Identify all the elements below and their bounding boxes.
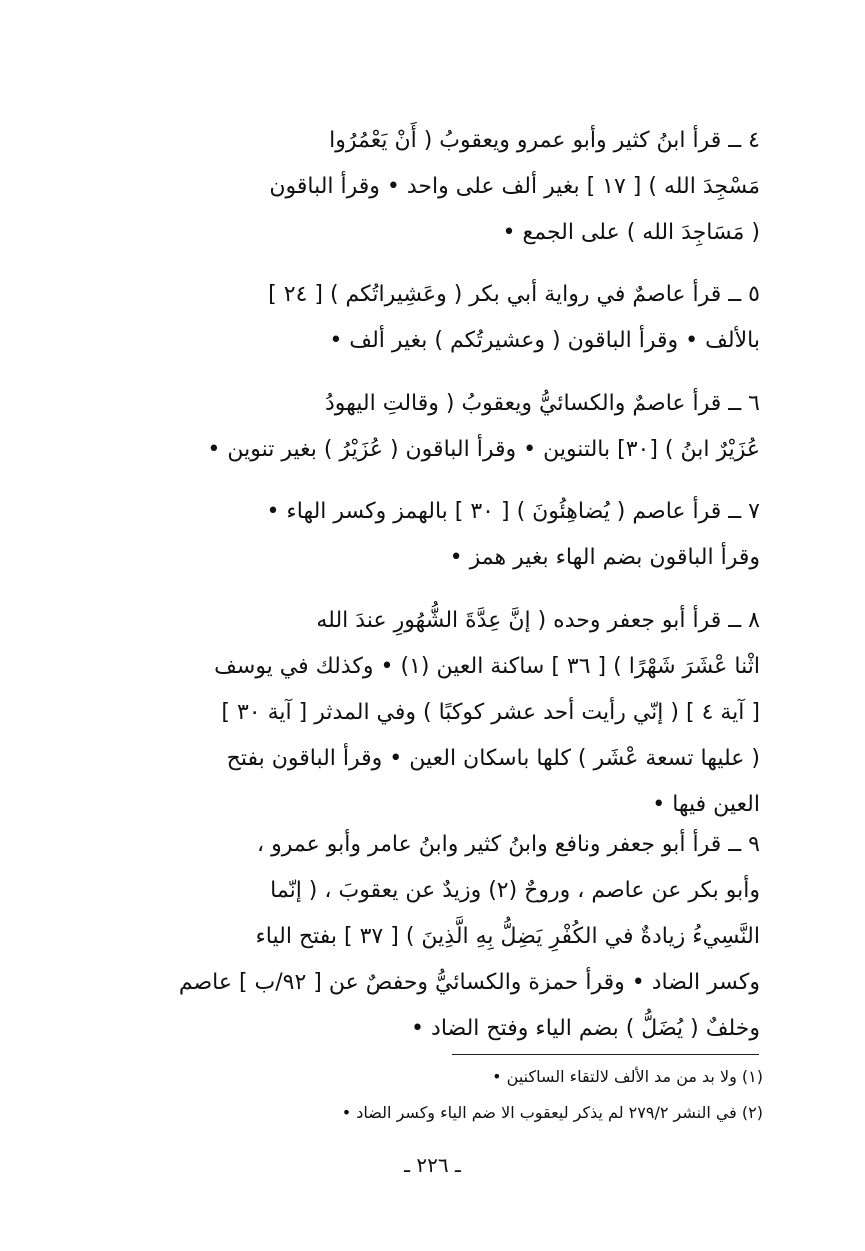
page-number: ـ ٢٢٦ ـ <box>404 1153 461 1177</box>
text-line: العين فيها • <box>652 792 760 817</box>
text-line: ٦ ــ قرأ عاصمٌ والكسائيُّ ويعقوبُ ( وقالتِ اليهودُ <box>324 391 760 416</box>
text-line: ٩ ــ قرأ أبو جعفر ونافع وابنُ كثير وابنُ عامر وأبو عمرو ، <box>257 832 760 857</box>
paragraph-4 <box>100 118 760 256</box>
text-line: [ آية ٤ ] ( إنّي رأيت أحد عشر كوكبًا ) وفي المدثر [ آية ٣٠ ] <box>221 700 760 725</box>
text-line: ( مَسَاجِدَ الله ) على الجمع • <box>502 220 760 245</box>
text-line: وكسر الضاد • وقرأ حمزة والكسائيُّ وحفصٌ عن [ ٩٢/ب ] عاصم <box>178 970 760 995</box>
text-line: ٥ ــ قرأ عاصمٌ في رواية أبي بكر ( وعَشِيراتُكم ) [ ٢٤ ] <box>268 282 760 307</box>
paragraph-6 <box>100 381 760 473</box>
text-line: وخلفٌ ( يُضَلُّ ) بضم الياء وفتح الضاد • <box>411 1016 760 1041</box>
text-line: ٨ ــ قرأ أبو جعفر وحده ( إنَّ عِدَّةَ الشُّهُورِ عندَ الله <box>316 608 760 633</box>
footnote-separator <box>452 1054 759 1055</box>
paragraph-8 <box>100 598 760 828</box>
footnote-1: (١) ولا بد من مد الألف لالتقاء الساكنين • <box>492 1067 763 1086</box>
text-line: عُزَيْرٌ ابنُ ) [٣٠] بالتنوين • وقرأ الباقون ( عُزَيْرُ ) بغير تنوين • <box>207 437 760 462</box>
text-line: بالألف • وقرأ الباقون ( وعشيرتُكم ) بغير ألف • <box>329 328 760 353</box>
paragraph-7 <box>100 489 760 581</box>
paragraph-5 <box>100 272 760 364</box>
text-line: النَّسِيءُ زيادةٌ في الكُفْرِ يَضِلُّ بِهِ الَّذِينَ ) [ ٣٧ ] بفتح الياء <box>255 924 760 949</box>
text-line: وقرأ الباقون بضم الهاء بغير همز • <box>449 545 760 570</box>
text-line: ٧ ــ قرأ عاصم ( يُضاهِئُونَ ) [ ٣٠ ] بالهمز وكسر الهاء • <box>266 499 760 524</box>
text-line: اثْنا عْشَرَ شَهْرًا ) [ ٣٦ ] ساكنة العين (١) • وكذلك في يوسف <box>214 654 760 679</box>
footnote-2: (٢) في النشر ٢٧٩/٢ لم يذكر ليعقوب الا ضم الياء وكسر الضاد • <box>341 1103 763 1122</box>
text-line: وأبو بكر عن عاصم ، وروحٌ (٢) وزيدٌ عن يعقوبَ ، ( إنّما <box>270 878 760 903</box>
text-line: ( عليها تسعة عْشَر ) كلها باسكان العين • وقرأ الباقون بفتح <box>226 746 760 771</box>
text-line: مَسْجِدَ الله ) [ ١٧ ] بغير ألف على واحد • وقرأ الباقون <box>269 174 760 199</box>
text-line: ٤ ــ قرأ ابنُ كثير وأبو عمرو ويعقوبُ ( أَنْ يَعْمُرُوا <box>329 128 760 153</box>
paragraph-9 <box>100 822 760 1052</box>
